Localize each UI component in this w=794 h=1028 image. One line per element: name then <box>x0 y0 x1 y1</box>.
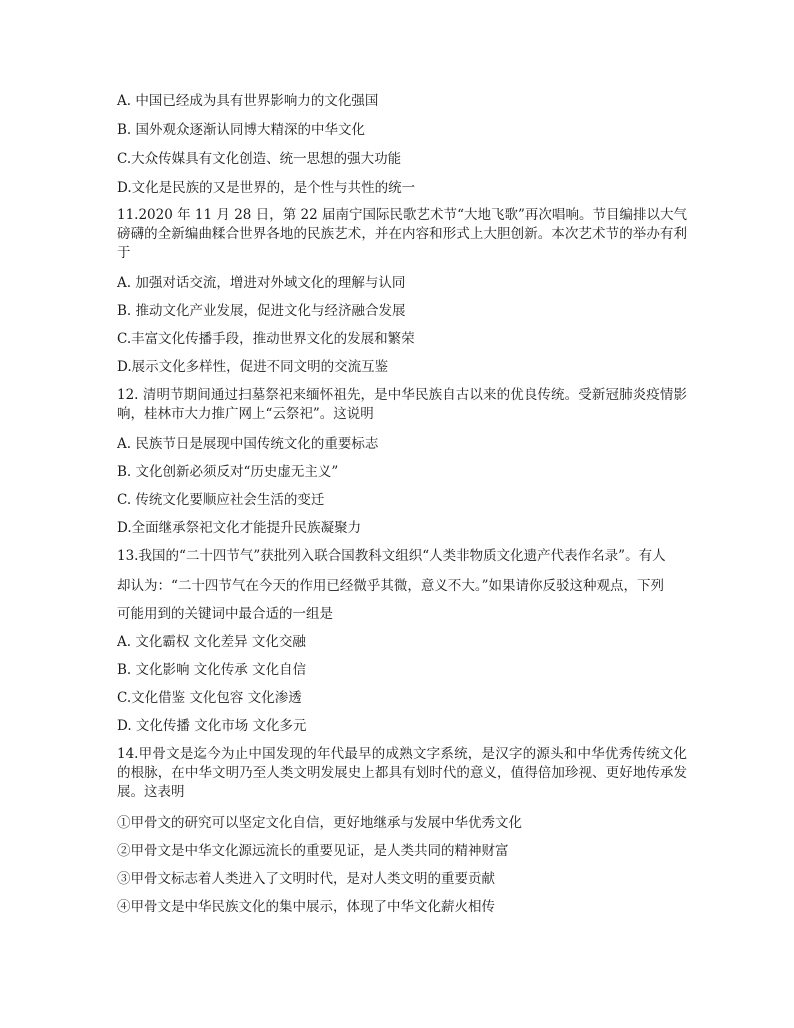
q13-option-a: A. 文化霸权 文化差异 文化交融 <box>117 634 306 650</box>
q13-stem-line-2: 却认为：“二十四节气在今天的作用已经微乎其微，意义不大。”如果请你反驳这种观点，下列 <box>117 578 665 594</box>
q13-option-c: C.文化借鉴 文化包容 文化渗透 <box>117 690 302 706</box>
q10-option-b: B. 国外观众逐渐认同博大精深的中华文化 <box>117 122 366 138</box>
q14-stem: 14.甲骨文是迄今为止中国发现的年代最早的成熟文字系统，是汉字的源头和中华优秀传统文化的根脉，在中华文明乃至人类文明发展史上都具有划时代的意义，值得倍加珍视、更好地传承发展。这表明 <box>117 746 687 800</box>
q11-option-d: D.展示文化多样性，促进不同文明的交流互鉴 <box>117 359 389 375</box>
q10-option-c: C.大众传媒具有文化创造、统一思想的强大功能 <box>117 151 402 167</box>
q13-stem-line-1: 13.我国的“二十四节气”获批列入联合国教科文组织“人类非物质文化遗产代表作名录”。有人 <box>117 548 666 564</box>
q14-item-3: ③甲骨文标志着人类进入了文明时代，是对人类文明的重要贡献 <box>117 871 495 887</box>
q10-option-a: A. 中国已经成为具有世界影响力的文化强国 <box>117 93 379 109</box>
q11-stem: 11.2020 年 11 月 28 日，第 22 届南宁国际民歌艺术节“大地飞歌”再次唱响。节目编排以大气磅礴的全新编曲糅合世界各地的民族艺术，并在内容和形式上大胆创新。本次艺术节的举办有利于 <box>117 207 687 261</box>
q13-stem-line-3: 可能用到的关键词中最合适的一组是 <box>117 606 333 622</box>
q12-option-a: A. 民族节日是展现中国传统文化的重要标志 <box>117 436 379 452</box>
q14-item-4: ④甲骨文是中华民族文化的集中展示，体现了中华文化薪火相传 <box>117 899 495 915</box>
q12-option-d: D.全面继承祭祀文化才能提升民族凝聚力 <box>117 520 362 536</box>
q14-item-1: ①甲骨文的研究可以坚定文化自信，更好地继承与发展中华优秀文化 <box>117 815 522 831</box>
q14-item-2: ②甲骨文是中华文化源远流长的重要见证，是人类共同的精神财富 <box>117 843 509 859</box>
q11-option-c: C.丰富文化传播手段，推动世界文化的发展和繁荣 <box>117 331 415 347</box>
q10-option-d: D.文化是民族的又是世界的，是个性与共性的统一 <box>117 180 416 196</box>
q13-option-d: D. 文化传播 文化市场 文化多元 <box>117 718 307 734</box>
q12-stem: 12. 清明节期间通过扫墓祭祀来缅怀祖先，是中华民族自古以来的优良传统。受新冠肺炎疫情影响，桂林市大力推广网上“云祭祀”。这说明 <box>117 387 687 422</box>
q12-option-b: B. 文化创新必须反对“历史虚无主义” <box>117 464 339 480</box>
q12-option-c: C. 传统文化要顺应社会生活的变迁 <box>117 492 325 508</box>
q11-option-b: B. 推动文化产业发展，促进文化与经济融合发展 <box>117 303 406 319</box>
q11-option-a: A. 加强对话交流，增进对外域文化的理解与认同 <box>117 275 406 291</box>
q13-option-b: B. 文化影响 文化传承 文化自信 <box>117 662 307 678</box>
